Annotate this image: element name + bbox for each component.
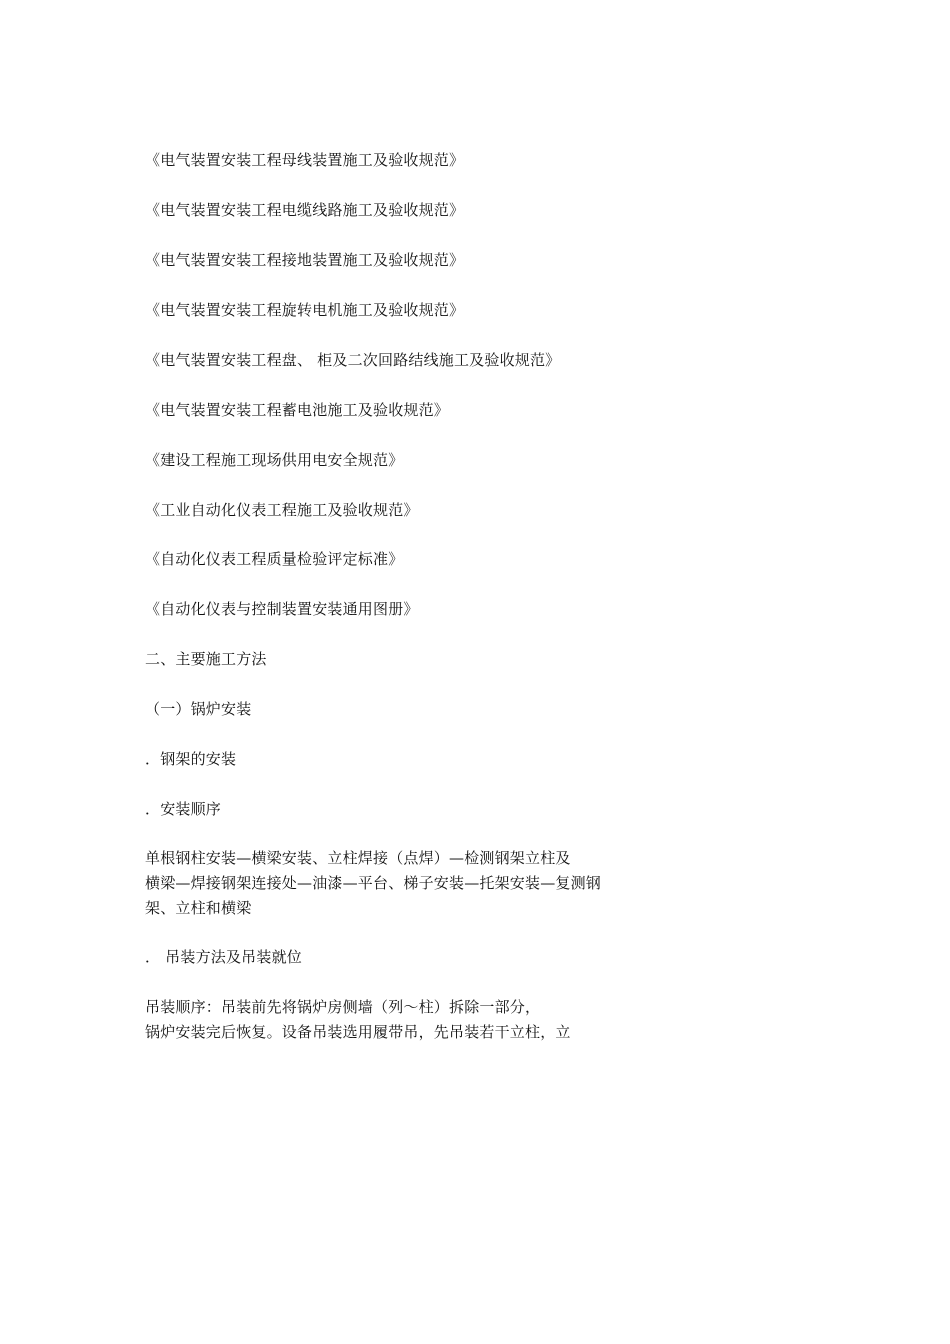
item-heading: ． 吊装方法及吊装就位 bbox=[145, 948, 302, 966]
hoisting-paragraph bbox=[145, 995, 665, 1045]
reference-item: 《电气装置安装工程盘、 柜及二次回路结线施工及验收规范》 bbox=[145, 351, 561, 369]
item-heading: ．钢架的安装 bbox=[145, 750, 237, 768]
reference-item: 《电气装置安装工程电缆线路施工及验收规范》 bbox=[145, 201, 465, 219]
paragraph-line: 单根钢柱安装—横梁安装、立柱焊接（点焊）—检测钢架立柱及 bbox=[145, 849, 571, 867]
section-heading: 二、主要施工方法 bbox=[145, 650, 267, 668]
item-heading: ．安装顺序 bbox=[145, 800, 222, 818]
reference-item: 《自动化仪表与控制装置安装通用图册》 bbox=[145, 600, 419, 618]
reference-item: 《电气装置安装工程蓄电池施工及验收规范》 bbox=[145, 401, 450, 419]
reference-item: 《工业自动化仪表工程施工及验收规范》 bbox=[145, 501, 419, 519]
subsection-heading: （一）锅炉安装 bbox=[145, 700, 252, 718]
reference-item: 《建设工程施工现场供用电安全规范》 bbox=[145, 451, 404, 469]
paragraph-line: 锅炉安装完后恢复。设备吊装选用履带吊，先吊装若干立柱，立 bbox=[145, 1023, 571, 1041]
sequence-paragraph bbox=[145, 846, 665, 921]
reference-item: 《电气装置安装工程接地装置施工及验收规范》 bbox=[145, 251, 465, 269]
reference-item: 《自动化仪表工程质量检验评定标准》 bbox=[145, 550, 404, 568]
reference-item: 《电气装置安装工程旋转电机施工及验收规范》 bbox=[145, 301, 465, 319]
paragraph-line: 横梁—焊接钢架连接处—油漆—平台、梯子安装—托架安装—复测钢 bbox=[145, 874, 602, 892]
paragraph-line: 架、立柱和横梁 bbox=[145, 899, 252, 917]
reference-item: 《电气装置安装工程母线装置施工及验收规范》 bbox=[145, 151, 465, 169]
paragraph-line: 吊装顺序：吊装前先将锅炉房侧墙（列～柱）拆除一部分， bbox=[145, 998, 541, 1016]
